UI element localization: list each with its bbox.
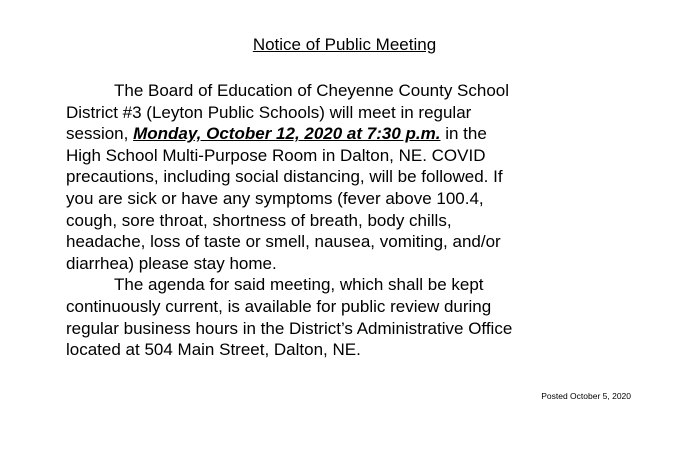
notice-title: Notice of Public Meeting bbox=[252, 35, 437, 54]
paragraph-2-line-4: located at 504 Main Street, Dalton, NE. bbox=[66, 340, 361, 360]
paragraph-1-line-3: session, Monday, October 12, 2020 at 7:30 p.m. in the bbox=[66, 124, 487, 144]
paragraph-1-line-6: you are sick or have any symptoms (fever above 100.4, bbox=[66, 188, 484, 208]
notice-body bbox=[66, 80, 626, 361]
meeting-date-time: Monday, October 12, 2020 at 7:30 p.m. bbox=[133, 124, 441, 144]
paragraph-1-line-8: headache, loss of taste or smell, nausea, vomiting, and/or bbox=[66, 232, 501, 252]
paragraph-2-line-1: The agenda for said meeting, which shall be kept bbox=[114, 275, 484, 295]
paragraph-1-line-9: diarrhea) please stay home. bbox=[66, 253, 277, 273]
paragraph-1-line-7: cough, sore throat, shortness of breath, body chills, bbox=[66, 210, 452, 230]
paragraph-1-line-4: High School Multi-Purpose Room in Dalton, NE. COVID bbox=[66, 145, 486, 165]
paragraph-1-line-1: The Board of Education of Cheyenne County School bbox=[114, 81, 510, 100]
paragraph-2-line-2: continuously current, is available for public review during bbox=[66, 296, 492, 316]
paragraph-2-line-3: regular business hours in the District’s Administrative Office bbox=[66, 318, 513, 338]
paragraph-1-line-5: precautions, including social distancing, will be followed. If bbox=[66, 167, 503, 187]
paragraph-1-line-2: District #3 (Leyton Public Schools) will meet in regular bbox=[66, 102, 472, 122]
posted-date: Posted October 5, 2020 bbox=[541, 391, 631, 401]
